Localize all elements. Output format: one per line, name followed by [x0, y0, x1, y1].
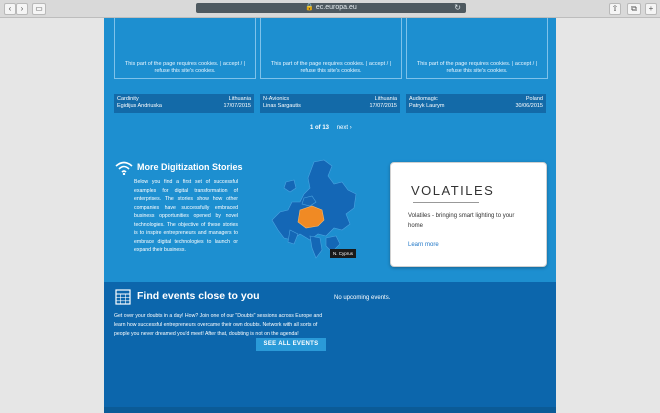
author: Linas Sargautis [263, 103, 301, 109]
company-name: Cardinity [117, 96, 139, 102]
volatiles-logo: VOLATILES [411, 183, 495, 198]
country: Lithuania [228, 96, 251, 102]
story-card-meta[interactable] [260, 94, 400, 113]
logo-underline [413, 202, 479, 203]
share-icon[interactable]: ⇧ [609, 3, 621, 15]
date: 17/07/2015 [223, 103, 251, 109]
cookie-notice[interactable]: This part of the page requires cookies. | accept / | refuse this site's cookies. [124, 61, 246, 74]
events-section [104, 282, 556, 413]
calendar-icon [115, 288, 131, 305]
url-text: ec.europa.eu [315, 4, 357, 11]
cookie-notice[interactable]: This part of the page requires cookies. | accept / | refuse this site's cookies. [416, 61, 538, 74]
story-card-embed [406, 18, 548, 79]
address-bar[interactable] [196, 3, 466, 13]
featured-story-card[interactable] [390, 162, 547, 267]
see-all-events-button[interactable]: SEE ALL EVENTS [256, 338, 326, 351]
reload-icon[interactable]: ↻ [454, 3, 461, 12]
featured-description: Volatiles - bringing smart lighting to your home [408, 213, 515, 229]
learn-more-link[interactable]: Learn more [408, 242, 439, 248]
no-events-message: No upcoming events. [334, 295, 391, 301]
company-name: Audiomagic [409, 96, 438, 102]
date: 17/07/2015 [369, 103, 397, 109]
page-content [104, 18, 556, 413]
author: Egidijus Andriuska [117, 103, 162, 109]
author: Patryk Laurym [409, 103, 445, 109]
page-indicator: 1 of 13 [310, 125, 330, 131]
story-card-embed [114, 18, 256, 79]
page-gutter-left [0, 18, 104, 413]
date: 30/06/2015 [515, 103, 543, 109]
page-gutter-right [556, 18, 660, 413]
events-description: Get over your doubts in a day! How? Join one of our "Doubts" sessions across Europe and learn how successful entrepreneurs overcame their own doubts. Network with all sorts of people you never dreamed you'd meet! After that, doubting is not on the agenda! [114, 313, 323, 337]
story-card-meta[interactable] [406, 94, 546, 113]
lock-icon: 🔒 [305, 4, 314, 11]
footer-strip [104, 407, 556, 413]
tabs-icon[interactable]: ⧉ [627, 3, 641, 15]
map-tooltip: N. Cyprus [330, 249, 356, 258]
stories-section [104, 152, 556, 282]
browser-toolbar [0, 0, 660, 18]
new-tab-icon[interactable]: + [645, 3, 657, 15]
wifi-icon [115, 161, 133, 175]
forward-button[interactable]: › [16, 3, 28, 15]
sidebar-icon[interactable]: ▭ [32, 3, 46, 15]
company-name: N-Avionics [263, 96, 290, 102]
events-title: Find events close to you [137, 290, 260, 302]
story-card-meta[interactable] [114, 94, 254, 113]
country: Lithuania [374, 96, 397, 102]
next-page-link[interactable]: next › [336, 125, 352, 131]
back-button[interactable]: ‹ [4, 3, 16, 15]
section-description: Below you find a first set of successful examples for digital transformation of enterprises. The stories show how other companies have successfully embraced business opportunities opened by novel technologies. The objective of these stories is to inspire entrepreneurs and managers to embrace digital technologies to launch or expand their business. [134, 179, 238, 253]
cookie-notice[interactable]: This part of the page requires cookies. | accept / | refuse this site's cookies. [270, 61, 392, 74]
section-title: More Digitization Stories [137, 162, 243, 172]
country: Poland [525, 96, 543, 102]
pagination [310, 125, 352, 131]
story-card-embed [260, 18, 402, 79]
